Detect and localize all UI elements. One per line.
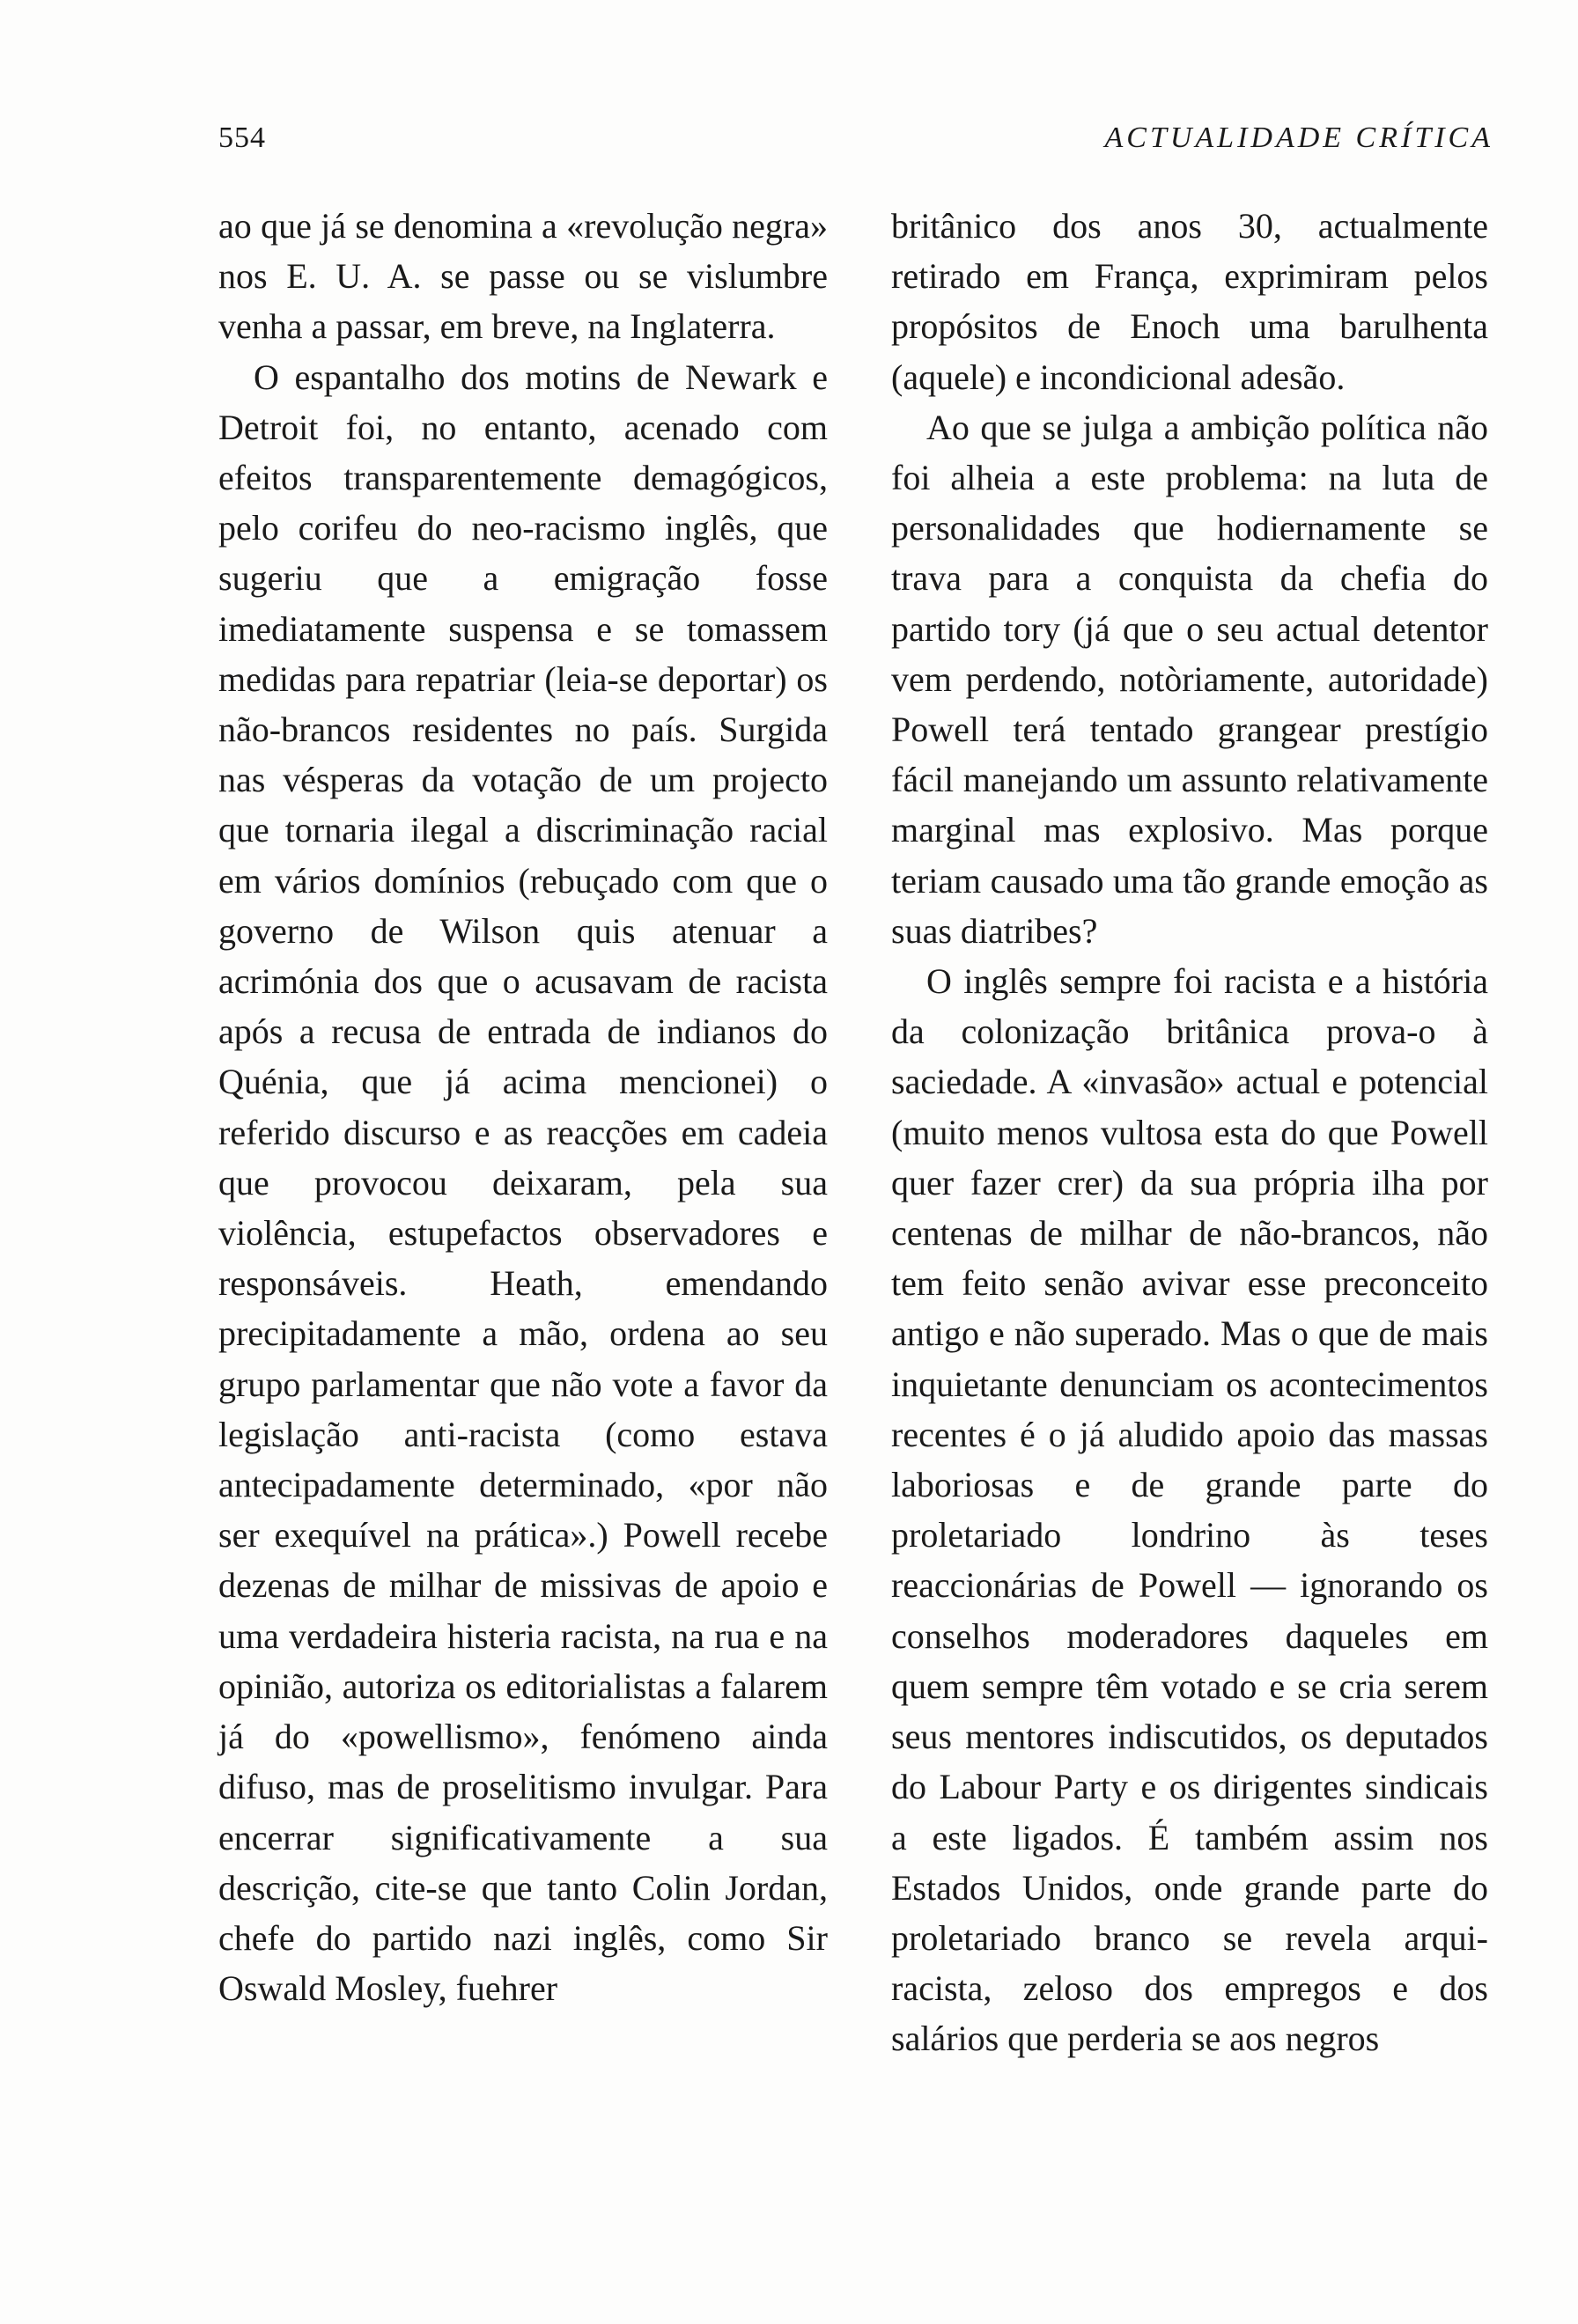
right-column — [891, 201, 1488, 2064]
paragraph: Ao que se julga a ambição política não foi alheia a este problema: na luta de personalidades que hodiernamente se trava para a conquista da chefia do partido tory (já que o seu actual detentor vem perdendo, notòriamente, autoridade) Powell terá tentado grangear prestígio fácil manejando um assunto relativamente marginal mas explosivo. Mas porque teriam causado uma tão grande emoção as suas diatribes? — [891, 407, 1488, 951]
paragraph: britânico dos anos 30, actualmente retirado em França, exprimiram pelos propósitos de Enoch uma barulhenta (aquele) e incondicional adesão. — [891, 206, 1488, 397]
running-head: ACTUALIDADE CRÍTICA — [1104, 121, 1493, 154]
paragraph: O inglês sempre foi racista e a história da colonização britânica prova-o à saciedade. A «invasão» actual e potencial (muito menos vultosa esta do que Powell quer fazer crer) da sua própria ilha por centenas de milhar de não-brancos, não tem feito senão avivar esse preconceito antigo e não superado. Mas o que de mais inquietante denunciam os acontecimentos recentes é o já aludido apoio das massas laboriosas e de grande parte do proletariado londrino às teses reaccionárias de Powell — ignorando os conselhos moderadores daqueles em quem sempre têm votado e se cria serem seus mentores indiscutidos, os deputados do Labour Party e os dirigentes sindicais a este ligados. É também assim nos Estados Unidos, onde grande parte do proletariado branco se revela arqui-racista, zeloso dos empregos e dos salários que perderia se aos negros — [891, 961, 1488, 2059]
page-number: 554 — [218, 121, 266, 154]
paragraph: O espantalho dos motins de Newark e Detroit foi, no entanto, acenado com efeitos transparentemente demagógicos, pelo corifeu do neo-racismo inglês, que sugeriu que a emigração fosse imediatamente suspensa e se tomassem medidas para repatriar (leia-se deportar) os não-brancos residentes no país. Surgida nas vésperas da votação de um projecto que tornaria ilegal a discriminação racial em vários domínios (rebuçado com que o governo de Wilson quis atenuar a acrimónia dos que o acusavam de racista após a recusa de entrada de indianos do Quénia, que já acima mencionei) o referido discurso e as reacções em cadeia que provocou deixaram, pela sua violência, estupefactos observadores e responsáveis. Heath, emendando precipitadamente a mão, ordena ao seu grupo parlamentar que não vote a favor da legislação anti-racista (como estava antecipadamente determinado, «por não ser exequível na prática».) Powell recebe dezenas de milhar de missivas de apoio e uma verdadeira histeria racista, na rua e na opinião, autoriza os editorialistas a falarem já do «powellismo», fenómeno ainda difuso, mas de proselitismo invulgar. Para encerrar significativamente a sua descrição, cite-se que tanto Colin Jordan, chefe do partido nazi inglês, como Sir Oswald Mosley, fuehrer — [218, 357, 828, 2009]
left-column — [218, 201, 828, 2013]
paragraph: ao que já se denomina a «revolução negra» nos E. U. A. se passe ou se vislumbre venha a passar, em breve, na Inglaterra. — [218, 206, 828, 347]
